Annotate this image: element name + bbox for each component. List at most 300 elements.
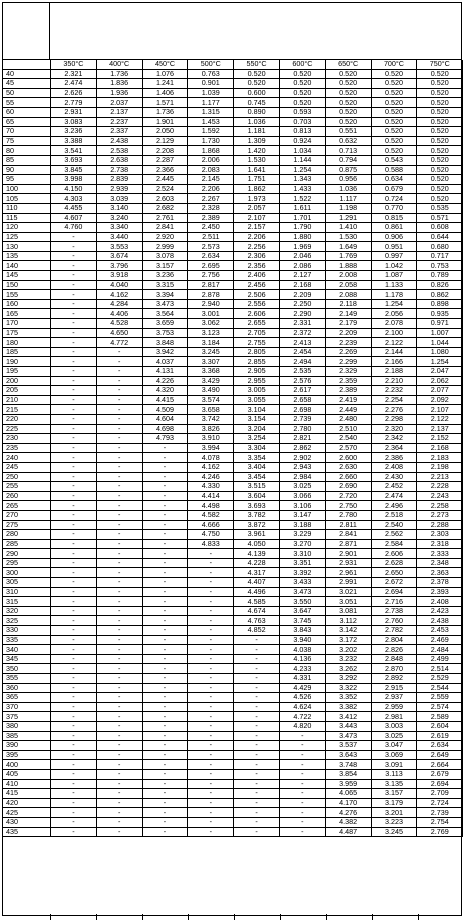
table-row	[3, 309, 463, 319]
value-cell: 3.135	[371, 779, 417, 789]
value-cell: -	[96, 597, 142, 607]
value-cell: 2.817	[188, 280, 234, 290]
value-cell: 2.077	[417, 386, 463, 396]
value-cell: 4.414	[188, 491, 234, 501]
value-cell: 1.410	[325, 223, 371, 233]
value-cell: 1.453	[188, 117, 234, 127]
row-label-cell: 290	[3, 549, 51, 559]
value-cell: 2.518	[371, 510, 417, 520]
row-label-cell: 200	[3, 376, 51, 386]
value-cell: -	[51, 395, 97, 405]
value-cell: 3.184	[188, 338, 234, 348]
value-cell: 2.841	[325, 530, 371, 540]
value-cell: 3.142	[325, 626, 371, 636]
value-cell: 0.794	[325, 155, 371, 165]
value-cell: -	[279, 769, 325, 779]
value-cell: 2.634	[188, 251, 234, 261]
value-cell: -	[142, 616, 188, 626]
value-cell: 4.276	[325, 808, 371, 818]
value-cell: 2.452	[371, 482, 417, 492]
value-cell: -	[51, 549, 97, 559]
value-cell: 0.608	[417, 223, 463, 233]
row-label-cell: 410	[3, 779, 51, 789]
value-cell: 2.619	[417, 731, 463, 741]
table-row	[3, 626, 463, 636]
value-cell: 0.520	[417, 175, 463, 185]
value-cell: 0.520	[371, 88, 417, 98]
row-label-cell: 215	[3, 405, 51, 415]
value-cell: 2.450	[188, 223, 234, 233]
table-row	[3, 367, 463, 377]
value-cell: 4.772	[96, 338, 142, 348]
table-row	[3, 664, 463, 674]
value-cell: 3.003	[371, 721, 417, 731]
value-cell: 4.284	[96, 299, 142, 309]
value-cell: 0.520	[234, 79, 280, 89]
value-cell: -	[142, 827, 188, 837]
value-cell: -	[234, 635, 280, 645]
value-cell: -	[96, 769, 142, 779]
value-cell: 2.179	[325, 319, 371, 329]
value-cell: -	[188, 568, 234, 578]
table-row	[3, 645, 463, 655]
value-cell: 2.739	[417, 808, 463, 818]
value-cell: 3.473	[142, 299, 188, 309]
row-label-cell: 340	[3, 645, 51, 655]
value-cell: -	[234, 779, 280, 789]
value-cell: -	[96, 443, 142, 453]
value-cell: 3.604	[234, 491, 280, 501]
row-label-cell: 280	[3, 530, 51, 540]
table-row	[3, 597, 463, 607]
value-cell: -	[96, 491, 142, 501]
value-cell: -	[279, 789, 325, 799]
value-cell: 2.168	[417, 443, 463, 453]
value-cell: 2.782	[371, 626, 417, 636]
row-label-cell: 115	[3, 213, 51, 223]
value-cell: 2.920	[142, 232, 188, 242]
value-cell: 0.753	[417, 261, 463, 271]
value-cell: -	[51, 482, 97, 492]
value-cell: 2.981	[371, 712, 417, 722]
value-cell: 0.745	[234, 98, 280, 108]
value-cell: -	[96, 539, 142, 549]
value-cell: 3.872	[234, 520, 280, 530]
value-cell: 1.133	[371, 280, 417, 290]
column-header: 700°C	[371, 60, 417, 69]
value-cell: 2.057	[234, 203, 280, 213]
table-row	[3, 606, 463, 616]
value-cell: 4.528	[96, 319, 142, 329]
value-cell: -	[96, 789, 142, 799]
value-cell: 2.664	[417, 760, 463, 770]
value-cell: 4.320	[142, 386, 188, 396]
value-cell: 2.805	[234, 347, 280, 357]
value-cell: 2.166	[371, 357, 417, 367]
value-cell: -	[142, 520, 188, 530]
row-label-cell: 185	[3, 347, 51, 357]
value-cell: 3.564	[142, 309, 188, 319]
value-cell: 0.543	[371, 155, 417, 165]
value-cell: 2.755	[234, 338, 280, 348]
table-row	[3, 251, 463, 261]
value-cell: 3.918	[96, 271, 142, 281]
row-label-cell: 360	[3, 683, 51, 693]
value-cell: -	[142, 549, 188, 559]
value-cell: -	[279, 750, 325, 760]
value-cell: -	[142, 626, 188, 636]
value-cell: -	[234, 702, 280, 712]
value-cell: 4.330	[188, 482, 234, 492]
value-cell: 2.206	[188, 184, 234, 194]
table-row	[3, 750, 463, 760]
value-cell: -	[188, 654, 234, 664]
value-cell: 2.679	[417, 769, 463, 779]
value-cell: 2.386	[371, 453, 417, 463]
value-cell: 2.750	[325, 501, 371, 511]
table-row	[3, 635, 463, 645]
value-cell: 0.520	[417, 88, 463, 98]
value-cell: 4.228	[234, 558, 280, 568]
value-cell: 2.337	[96, 127, 142, 137]
value-cell: 0.520	[417, 79, 463, 89]
value-cell: 2.848	[371, 654, 417, 664]
row-label-cell: 230	[3, 434, 51, 444]
value-cell: -	[51, 424, 97, 434]
value-cell: -	[51, 462, 97, 472]
table-row	[3, 328, 463, 338]
value-cell: 1.901	[142, 117, 188, 127]
table-row	[3, 136, 463, 146]
value-cell: 4.624	[279, 702, 325, 712]
value-cell: 4.226	[142, 376, 188, 386]
value-cell: 1.178	[371, 290, 417, 300]
value-cell: 3.643	[325, 750, 371, 760]
value-cell: 4.852	[234, 626, 280, 636]
value-cell: 2.378	[417, 578, 463, 588]
value-cell: 3.796	[96, 261, 142, 271]
row-label-cell: 240	[3, 453, 51, 463]
row-label-cell: 50	[3, 88, 51, 98]
value-cell: 2.630	[325, 462, 371, 472]
value-cell: 2.511	[188, 232, 234, 242]
value-cell: 2.168	[279, 280, 325, 290]
value-cell: 0.520	[279, 69, 325, 79]
header-row-label-cell	[3, 60, 51, 69]
value-cell: -	[51, 798, 97, 808]
value-cell: 4.607	[51, 213, 97, 223]
value-cell: 2.902	[279, 453, 325, 463]
value-cell: 3.848	[142, 338, 188, 348]
row-label-cell: 160	[3, 299, 51, 309]
value-cell: -	[51, 309, 97, 319]
value-cell: -	[51, 386, 97, 396]
value-cell: 2.535	[279, 367, 325, 377]
value-cell: 0.770	[371, 203, 417, 213]
row-label-cell: 255	[3, 482, 51, 492]
value-cell: 1.036	[234, 117, 280, 127]
row-label-cell: 425	[3, 808, 51, 818]
table-row	[3, 98, 463, 108]
value-cell: 2.870	[371, 664, 417, 674]
value-cell: 4.040	[96, 280, 142, 290]
row-label-cell: 165	[3, 309, 51, 319]
value-cell: 3.782	[234, 510, 280, 520]
value-cell: -	[51, 817, 97, 827]
row-label-cell: 40	[3, 69, 51, 79]
value-cell: -	[51, 367, 97, 377]
value-cell: 2.955	[234, 376, 280, 386]
value-cell: -	[279, 731, 325, 741]
value-cell: 3.140	[96, 203, 142, 213]
column-header: 400°C	[96, 60, 142, 69]
table-row	[3, 146, 463, 156]
value-cell: 2.780	[325, 510, 371, 520]
table-row	[3, 107, 463, 117]
value-cell: -	[96, 405, 142, 415]
value-cell: 2.100	[371, 328, 417, 338]
value-cell: -	[234, 750, 280, 760]
value-cell: 3.202	[325, 645, 371, 655]
value-cell: 0.520	[371, 127, 417, 137]
value-cell: -	[142, 702, 188, 712]
table-row	[3, 491, 463, 501]
value-cell: -	[188, 721, 234, 731]
row-label-cell: 330	[3, 626, 51, 636]
value-cell: 4.760	[51, 223, 97, 233]
value-cell: -	[51, 674, 97, 684]
value-cell: 3.201	[371, 808, 417, 818]
row-label-cell: 415	[3, 789, 51, 799]
value-cell: 2.145	[188, 175, 234, 185]
value-cell: -	[234, 827, 280, 837]
table-row	[3, 798, 463, 808]
value-cell: 0.935	[417, 309, 463, 319]
row-label-cell: 355	[3, 674, 51, 684]
value-cell: 2.356	[234, 261, 280, 271]
value-cell: 0.997	[371, 251, 417, 261]
value-cell: 4.406	[96, 309, 142, 319]
value-cell: 2.243	[417, 491, 463, 501]
value-cell: 2.232	[371, 386, 417, 396]
value-cell: 2.660	[325, 472, 371, 482]
row-label-cell: 90	[3, 165, 51, 175]
value-cell: 0.571	[417, 213, 463, 223]
table-row	[3, 712, 463, 722]
value-cell: 3.994	[188, 443, 234, 453]
value-cell: 0.588	[371, 165, 417, 175]
value-cell: 4.487	[325, 827, 371, 837]
value-cell: 3.223	[371, 817, 417, 827]
table-row	[3, 232, 463, 242]
value-cell: 2.562	[371, 530, 417, 540]
value-cell: 2.760	[371, 616, 417, 626]
value-cell: 3.693	[51, 155, 97, 165]
value-cell: 3.157	[142, 261, 188, 271]
value-cell: -	[51, 290, 97, 300]
value-cell: 3.310	[279, 549, 325, 559]
value-cell: 2.524	[142, 184, 188, 194]
value-cell: 3.112	[325, 616, 371, 626]
value-cell: 0.924	[279, 136, 325, 146]
value-cell: 2.984	[279, 472, 325, 482]
value-cell: 4.750	[188, 530, 234, 540]
value-cell: -	[51, 520, 97, 530]
value-cell: 2.250	[279, 299, 325, 309]
row-label-cell: 225	[3, 424, 51, 434]
value-cell: 2.256	[234, 242, 280, 252]
value-cell: -	[234, 654, 280, 664]
row-label-cell: 325	[3, 616, 51, 626]
value-cell: 2.118	[325, 299, 371, 309]
value-cell: 2.496	[371, 501, 417, 511]
value-cell: -	[234, 683, 280, 693]
value-cell: 4.170	[325, 798, 371, 808]
value-cell: 2.570	[325, 443, 371, 453]
value-cell: -	[279, 817, 325, 827]
row-label-cell: 335	[3, 635, 51, 645]
value-cell: -	[234, 721, 280, 731]
value-cell: 3.154	[234, 414, 280, 424]
value-cell: -	[96, 750, 142, 760]
value-cell: 4.604	[142, 414, 188, 424]
value-cell: -	[142, 731, 188, 741]
value-cell: 3.647	[279, 606, 325, 616]
value-cell: 2.127	[279, 271, 325, 281]
value-cell: -	[96, 549, 142, 559]
column-header: 600°C	[279, 60, 325, 69]
value-cell: -	[51, 808, 97, 818]
value-cell: 2.389	[188, 213, 234, 223]
value-cell: 3.091	[371, 760, 417, 770]
value-cell: 3.232	[325, 654, 371, 664]
value-cell: 3.553	[96, 242, 142, 252]
value-cell: -	[51, 789, 97, 799]
value-cell: 2.144	[371, 347, 417, 357]
value-cell: 2.137	[96, 107, 142, 117]
table-row	[3, 674, 463, 684]
value-cell: -	[142, 530, 188, 540]
value-cell: 2.438	[96, 136, 142, 146]
table-row	[3, 424, 463, 434]
value-cell: 0.520	[371, 146, 417, 156]
value-cell: 1.309	[234, 136, 280, 146]
value-cell: 1.641	[234, 165, 280, 175]
value-cell: 2.826	[371, 645, 417, 655]
value-cell: 3.104	[234, 405, 280, 415]
value-cell: 2.107	[234, 213, 280, 223]
value-cell: 2.389	[325, 386, 371, 396]
value-cell: 3.854	[325, 769, 371, 779]
value-cell: 2.149	[325, 309, 371, 319]
value-cell: 2.206	[234, 232, 280, 242]
table-row	[3, 395, 463, 405]
value-cell: -	[51, 779, 97, 789]
value-cell: -	[51, 635, 97, 645]
value-cell: -	[51, 731, 97, 741]
value-cell: 1.007	[417, 328, 463, 338]
table-row	[3, 558, 463, 568]
value-cell: 2.540	[325, 434, 371, 444]
table-row	[3, 117, 463, 127]
value-cell: -	[51, 568, 97, 578]
value-cell: -	[51, 357, 97, 367]
value-cell: 3.959	[325, 779, 371, 789]
value-cell: 3.262	[325, 664, 371, 674]
value-cell: 4.455	[51, 203, 97, 213]
value-cell: 3.172	[325, 635, 371, 645]
table-row	[3, 501, 463, 511]
value-cell: 0.826	[417, 280, 463, 290]
value-cell: 1.117	[325, 194, 371, 204]
value-cell: 0.520	[325, 117, 371, 127]
value-cell: 2.754	[417, 817, 463, 827]
value-cell: 2.269	[325, 347, 371, 357]
table-row	[3, 693, 463, 703]
value-cell: -	[51, 434, 97, 444]
value-cell: 2.804	[371, 635, 417, 645]
table-row	[3, 88, 463, 98]
value-cell: -	[96, 568, 142, 578]
value-cell: 1.177	[188, 98, 234, 108]
value-cell: 2.638	[96, 155, 142, 165]
table-row	[3, 443, 463, 453]
value-cell: -	[51, 251, 97, 261]
value-cell: 4.065	[325, 789, 371, 799]
value-cell: -	[51, 328, 97, 338]
value-cell: 1.198	[325, 203, 371, 213]
value-cell: -	[188, 635, 234, 645]
value-cell: 3.292	[325, 674, 371, 684]
value-cell: -	[51, 443, 97, 453]
value-cell: 4.078	[188, 453, 234, 463]
value-cell: 2.939	[96, 184, 142, 194]
table-row	[3, 261, 463, 271]
value-cell: 2.329	[325, 367, 371, 377]
row-label-cell: 130	[3, 242, 51, 252]
value-cell: 2.682	[142, 203, 188, 213]
value-cell: -	[51, 242, 97, 252]
value-cell: 3.051	[325, 597, 371, 607]
value-cell: 3.025	[279, 482, 325, 492]
value-cell: -	[234, 808, 280, 818]
row-label-cell: 300	[3, 568, 51, 578]
table-row	[3, 376, 463, 386]
value-cell: 0.679	[371, 184, 417, 194]
table-row	[3, 539, 463, 549]
value-cell: 2.393	[417, 587, 463, 597]
value-cell: 2.584	[371, 539, 417, 549]
value-cell: 3.304	[234, 443, 280, 453]
value-cell: 4.136	[279, 654, 325, 664]
value-cell: 2.364	[371, 443, 417, 453]
value-cell: -	[142, 664, 188, 674]
value-cell: 0.875	[325, 165, 371, 175]
blank-header-area	[2, 2, 462, 60]
value-cell: 2.088	[325, 290, 371, 300]
value-cell: 4.150	[51, 184, 97, 194]
value-cell: 2.937	[371, 693, 417, 703]
row-label-cell: 375	[3, 712, 51, 722]
value-cell: 3.392	[279, 568, 325, 578]
value-cell: 3.340	[96, 223, 142, 233]
value-cell: -	[96, 587, 142, 597]
row-label-cell: 120	[3, 223, 51, 233]
row-label-cell: 245	[3, 462, 51, 472]
value-cell: 0.680	[417, 242, 463, 252]
value-cell: 2.871	[325, 539, 371, 549]
value-cell: -	[96, 616, 142, 626]
